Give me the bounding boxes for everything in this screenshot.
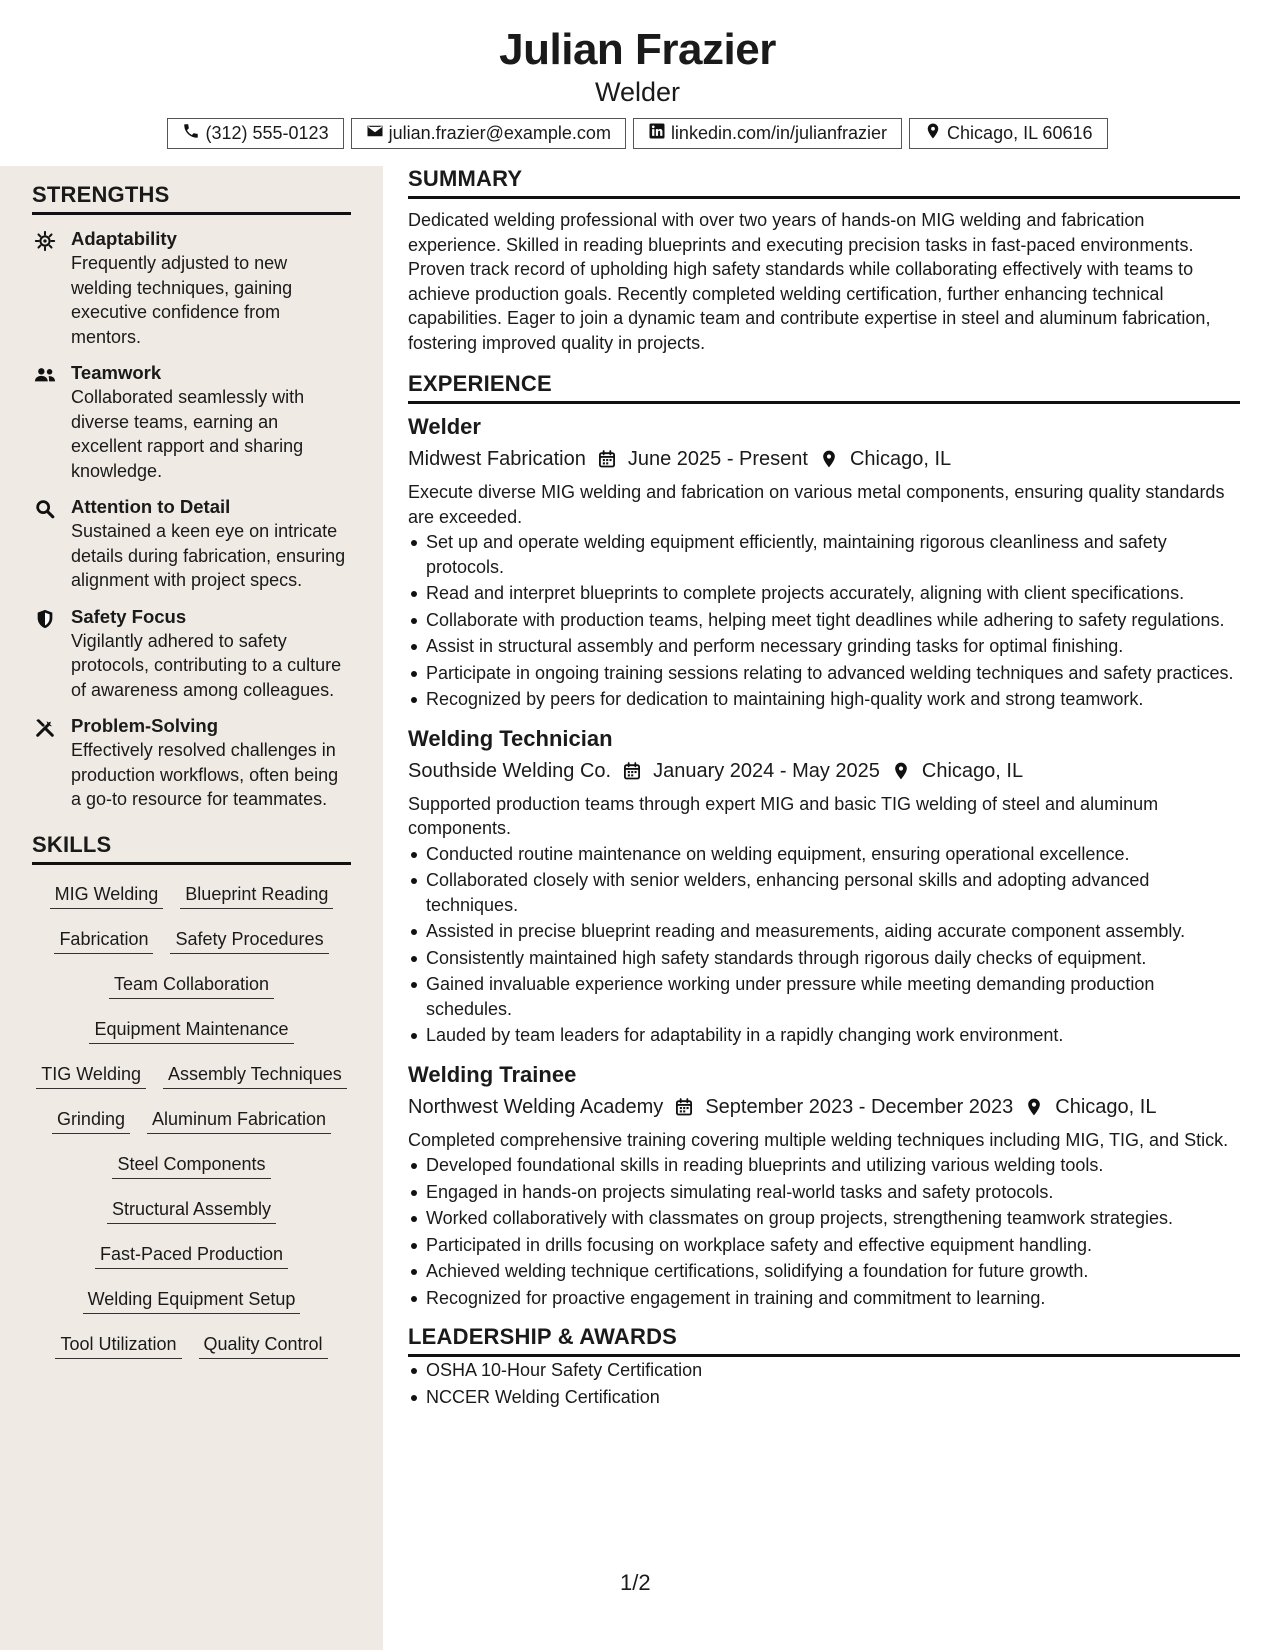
strength-item xyxy=(32,495,351,593)
strength-desc: Collaborated seamlessly with diverse teams, earning an excellent rapport and sharing knowledge. xyxy=(71,387,305,481)
job-location: Chicago, IL xyxy=(849,448,952,470)
job-description: Execute diverse MIG welding and fabrication on various metal components, ensuring quality standards are exceeded. xyxy=(408,482,1225,527)
skill-row xyxy=(32,1098,351,1143)
job-title: Welding Trainee xyxy=(408,1061,577,1087)
job-bullet: Worked collaboratively with classmates on group projects, strengthening teamwork strategies. xyxy=(408,1206,1240,1231)
contact-linkedin[interactable] xyxy=(633,118,902,149)
strength-desc: Sustained a keen eye on intricate details during fabrication, ensuring alignment with project specs. xyxy=(71,521,346,590)
search-icon xyxy=(34,498,56,520)
job-bullet: Recognized by peers for dedication to maintaining high-quality work and strong teamwork. xyxy=(408,687,1240,712)
skills-list xyxy=(32,873,351,1368)
contact-bar xyxy=(0,118,1275,149)
skill-tag: Assembly Techniques xyxy=(163,1062,347,1089)
job-dates: September 2023 - December 2023 xyxy=(705,1095,1014,1118)
contact-email-text: julian.frazier@example.com xyxy=(388,123,611,143)
resume-header xyxy=(0,0,1275,149)
experience-heading: EXPERIENCE xyxy=(408,371,1240,404)
job-bullets xyxy=(408,1153,1240,1310)
skill-tag: Welding Equipment Setup xyxy=(83,1287,301,1314)
job-bullet: Developed foundational skills in reading blueprints and utilizing various welding tools. xyxy=(408,1153,1240,1178)
envelope-icon xyxy=(366,122,384,145)
skill-tag: TIG Welding xyxy=(36,1062,146,1089)
shield-icon xyxy=(34,608,56,630)
skill-row xyxy=(32,1053,351,1098)
job-company: Midwest Fabrication xyxy=(408,448,586,470)
contact-location[interactable] xyxy=(909,118,1107,149)
page-number: 1/2 xyxy=(620,1570,651,1595)
map-pin-icon xyxy=(880,761,922,781)
skill-tag: Team Collaboration xyxy=(109,972,274,999)
tools-icon xyxy=(34,717,56,739)
users-icon xyxy=(34,364,56,386)
contact-email[interactable] xyxy=(351,118,626,149)
job-location: Chicago, IL xyxy=(921,759,1024,782)
job-bullet: Gained invaluable experience working under pressure while meeting demanding production schedules. xyxy=(408,972,1240,1021)
job-entry xyxy=(408,412,1240,712)
job-bullet: Consistently maintained high safety standards through rigorous daily checks of equipment. xyxy=(408,946,1240,971)
job-title: Welding Technician xyxy=(408,725,613,751)
strength-item xyxy=(32,605,351,703)
skill-tag: Tool Utilization xyxy=(55,1332,181,1359)
skill-row xyxy=(32,918,351,963)
strength-desc: Vigilantly adhered to safety protocols, contributing to a culture of awareness among colleagues. xyxy=(71,630,342,700)
skill-row xyxy=(32,1233,351,1278)
skill-tag: Equipment Maintenance xyxy=(89,1017,293,1044)
map-pin-icon xyxy=(1013,1097,1055,1117)
job-bullet: Participated in drills focusing on workplace safety and effective equipment handling. xyxy=(408,1233,1240,1258)
strength-title: Problem-Solving xyxy=(71,715,218,736)
job-bullet: Assist in structural assembly and perform necessary grinding tasks for optimal finishing. xyxy=(408,634,1240,659)
skill-tag: Grinding xyxy=(52,1107,130,1134)
job-company: Northwest Welding Academy xyxy=(408,1095,664,1118)
job-bullet: Assisted in precise blueprint reading and measurements, aiding accurate component assembly. xyxy=(408,919,1240,944)
job-bullets xyxy=(408,842,1240,1048)
summary-heading: SUMMARY xyxy=(408,166,1240,199)
skill-row xyxy=(32,963,351,1008)
calendar-icon xyxy=(663,1097,705,1117)
strengths-heading: STRENGTHS xyxy=(32,182,351,215)
strength-title: Attention to Detail xyxy=(71,496,231,517)
job-bullet: Engaged in hands-on projects simulating real-world tasks and safety protocols. xyxy=(408,1180,1240,1205)
job-dates: January 2024 - May 2025 xyxy=(653,759,880,782)
skill-tag: Steel Components xyxy=(112,1152,270,1179)
job-bullet: Achieved welding technique certifications, solidifying a foundation for future growth. xyxy=(408,1259,1240,1284)
skill-row xyxy=(32,1188,351,1233)
job-meta xyxy=(408,1092,1240,1122)
summary-text: Dedicated welding professional with over two years of hands-on MIG welding and fabrication experience. Skilled in reading blueprints and executing precision tasks in fast-paced environments. Proven track record of upholding high safety standards while collaborating effectively with teams to achieve production goals. Recently completed welding certification, further enhancing technical capabilities. Eager to join a dynamic team and contribute expertise in steel and aluminum fabrication, fostering improved quality in projects. xyxy=(408,210,1211,353)
job-bullet: Read and interpret blueprints to complete projects accurately, aligning with client specifications. xyxy=(408,581,1240,606)
strength-item xyxy=(32,227,351,349)
calendar-icon xyxy=(611,761,653,781)
skill-row xyxy=(32,1323,351,1368)
gear-sun-icon xyxy=(34,230,56,252)
job-bullet: Set up and operate welding equipment efficiently, maintaining rigorous cleanliness and safety protocols. xyxy=(408,530,1240,579)
skill-tag: Aluminum Fabrication xyxy=(147,1107,331,1134)
job-bullet: Recognized for proactive engagement in training and commitment to learning. xyxy=(408,1286,1240,1311)
map-pin-icon xyxy=(924,122,942,145)
skill-row xyxy=(32,1278,351,1323)
job-bullet: Collaborate with production teams, helping meet tight deadlines while adhering to safety regulations. xyxy=(408,608,1240,633)
job-description: Completed comprehensive training covering multiple welding techniques including MIG, TIG, and Stick. xyxy=(408,1129,1229,1150)
skill-tag: MIG Welding xyxy=(50,882,164,909)
job-bullet: Participate in ongoing training sessions relating to advanced welding techniques and safety practices. xyxy=(408,661,1240,686)
skill-tag: Fast-Paced Production xyxy=(95,1242,288,1269)
award-item: OSHA 10-Hour Safety Certification xyxy=(408,1358,1240,1383)
strength-title: Adaptability xyxy=(71,228,177,249)
job-location: Chicago, IL xyxy=(1055,1095,1157,1118)
job-bullet: Lauded by team leaders for adaptability in a rapidly changing work environment. xyxy=(408,1023,1240,1048)
job-entry xyxy=(408,724,1240,1048)
map-pin-icon xyxy=(808,449,850,469)
job-meta xyxy=(408,756,1240,786)
leadership-heading: LEADERSHIP & AWARDS xyxy=(408,1324,1240,1357)
job-meta xyxy=(408,444,1240,474)
leadership-section xyxy=(408,1324,1240,1409)
contact-location-text: Chicago, IL 60616 xyxy=(947,123,1093,143)
strength-desc: Frequently adjusted to new welding techniques, gaining executive confidence from mentors. xyxy=(71,253,293,347)
job-description: Supported production teams through expert MIG and basic TIG welding of steel and aluminum components. xyxy=(408,793,1159,838)
skill-row xyxy=(32,1008,351,1053)
job-title: Welder xyxy=(408,414,481,439)
job-bullet: Conducted routine maintenance on welding equipment, ensuring operational excellence. xyxy=(408,842,1240,867)
skill-tag: Safety Procedures xyxy=(170,927,328,954)
skill-tag: Structural Assembly xyxy=(107,1197,276,1224)
candidate-role: Welder xyxy=(594,77,681,107)
strength-title: Safety Focus xyxy=(71,605,187,627)
job-company: Southside Welding Co. xyxy=(408,759,612,782)
job-bullet: Collaborated closely with senior welders, enhancing personal skills and adopting advanced techniques. xyxy=(408,868,1240,917)
experience-section xyxy=(408,371,1240,1310)
skills-heading: SKILLS xyxy=(32,832,351,865)
strength-desc: Effectively resolved challenges in production workflows, often being a go-to resource for teammates. xyxy=(71,740,339,809)
main-content xyxy=(408,166,1240,1411)
calendar-icon xyxy=(586,449,628,469)
job-dates: June 2025 - Present xyxy=(627,448,808,470)
contact-phone[interactable] xyxy=(167,118,343,149)
sidebar xyxy=(0,166,383,1650)
job-bullets xyxy=(408,530,1240,712)
candidate-name: Julian Frazier xyxy=(499,25,776,74)
contact-phone-text: (312) 555-0123 xyxy=(205,123,329,143)
skill-row xyxy=(32,1143,351,1188)
linkedin-icon xyxy=(648,122,666,145)
strength-title: Teamwork xyxy=(71,362,162,383)
skill-tag: Blueprint Reading xyxy=(180,882,333,909)
leadership-list xyxy=(408,1358,1240,1409)
skill-row xyxy=(32,873,351,918)
job-entry xyxy=(408,1060,1240,1311)
award-item: NCCER Welding Certification xyxy=(408,1385,1240,1410)
strength-item xyxy=(32,714,351,812)
skill-tag: Fabrication xyxy=(54,927,153,954)
contact-linkedin-text: linkedin.com/in/julianfrazier xyxy=(670,123,888,143)
skills-section xyxy=(32,832,351,1368)
strength-item xyxy=(32,361,351,483)
skill-tag: Quality Control xyxy=(199,1332,328,1359)
phone-icon xyxy=(182,122,200,145)
